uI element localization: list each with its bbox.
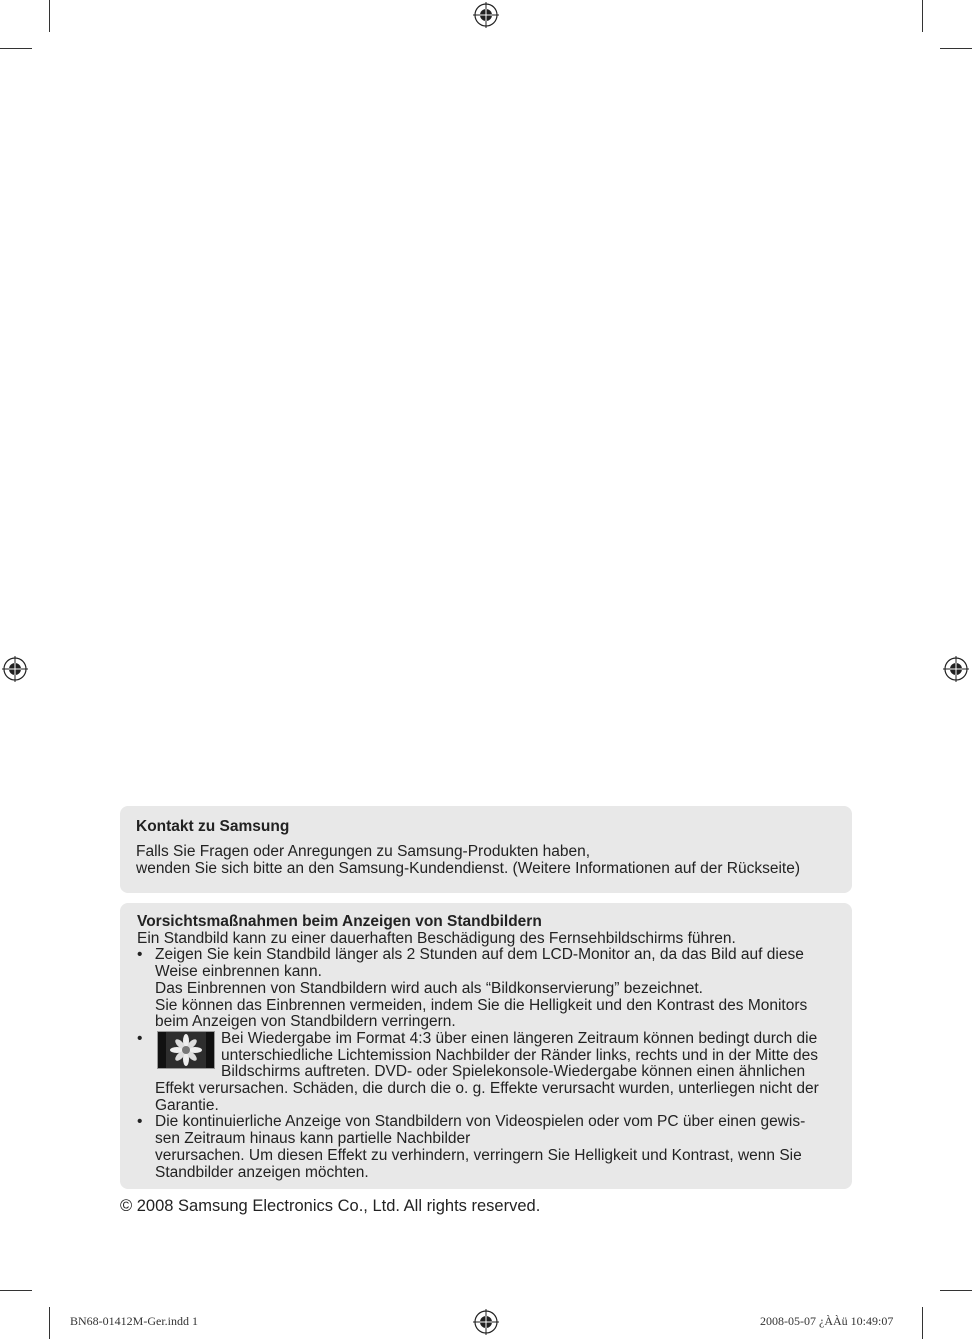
list-item-line: beim Anzeigen von Standbildern verringern.	[155, 1013, 456, 1031]
list-item-line: Die kontinuierliche Anzeige von Standbildern von Videospielen oder vom PC über einen gewis-	[155, 1113, 806, 1131]
list-item-line: sen Zeitraum hinaus kann partielle Nachbilder	[155, 1130, 471, 1148]
registration-mark-icon	[473, 1309, 499, 1335]
list-item-line: Das Einbrennen von Standbildern wird auch als “Bildkonservierung” bezeichnet.	[155, 979, 703, 997]
registration-mark-icon	[473, 2, 499, 28]
slug-filename: BN68-01412M-Ger.indd 1	[70, 1314, 198, 1328]
list-item-line: Effekt verursachen. Schäden, die durch die o. g. Effekte verursacht wurden, unterliegen nicht der	[155, 1080, 819, 1098]
crop-mark-top-right-vertical	[922, 0, 923, 32]
contact-box	[120, 806, 852, 893]
crop-mark-top-left-vertical	[49, 0, 50, 32]
crop-mark-top-left-horizontal	[0, 48, 32, 49]
list-item-line: Garantie.	[155, 1096, 219, 1114]
crop-mark-bottom-left-vertical	[49, 1307, 50, 1339]
list-item	[137, 1114, 838, 1181]
tv-image-thumbnail-icon	[157, 1031, 215, 1069]
list-item-line: Zeigen Sie kein Standbild länger als 2 Stunden auf dem LCD-Monitor an, da das Bild auf diese	[155, 946, 804, 964]
list-item-line: Sie können das Einbrennen vermeiden, indem Sie die Helligkeit und den Kontrast des Monitors	[155, 996, 808, 1014]
list-item	[137, 947, 838, 1031]
precautions-list	[137, 947, 838, 1181]
bullet: •	[137, 1113, 143, 1131]
bullet: •	[137, 946, 143, 964]
slug-timestamp: 2008-05-07 ¿ÀÀü 10:49:07	[760, 1314, 894, 1328]
crop-mark-bottom-left-horizontal	[0, 1290, 32, 1291]
copyright-notice: © 2008 Samsung Electronics Co., Ltd. All rights reserved.	[120, 1197, 541, 1215]
crop-mark-top-right-horizontal	[940, 48, 972, 49]
list-item-line: verursachen. Um diesen Effekt zu verhindern, verringern Sie Helligkeit und Kontrast, wenn Sie	[155, 1146, 802, 1164]
bullet: •	[137, 1030, 143, 1047]
contact-line: wenden Sie sich bitte an den Samsung-Kundendienst. (Weitere Informationen auf der Rückseite)	[136, 859, 801, 877]
list-item-line: Bildschirms auftreten. DVD- oder Spielekonsole-Wiedergabe können einen ähnlichen	[221, 1063, 806, 1081]
list-item-line: unterschiedliche Lichtemission Nachbilder der Ränder links, rechts und in der Mitte des	[221, 1046, 819, 1064]
list-item-line: Standbilder anzeigen möchten.	[155, 1163, 369, 1181]
list-item	[137, 1031, 838, 1115]
crop-mark-bottom-right-vertical	[922, 1307, 923, 1339]
precautions-title: Vorsichtsmaßnahmen beim Anzeigen von Standbildern	[137, 913, 542, 930]
crop-mark-bottom-right-horizontal	[940, 1290, 972, 1291]
registration-mark-icon	[943, 656, 969, 682]
list-item-line: Weise einbrennen kann.	[155, 963, 322, 981]
registration-mark-icon	[2, 656, 28, 682]
contact-title: Kontakt zu Samsung	[136, 818, 290, 835]
flower-image-icon	[158, 1032, 214, 1068]
precautions-intro: Ein Standbild kann zu einer dauerhaften Beschädigung des Fernsehbildschirms führen.	[137, 929, 736, 947]
list-item-line: Bei Wiedergabe im Format 4:3 über einen längeren Zeitraum können bedingt durch die	[221, 1030, 818, 1047]
precautions-box	[120, 903, 852, 1189]
contact-line: Falls Sie Fragen oder Anregungen zu Samsung-Produkten haben,	[136, 843, 591, 860]
